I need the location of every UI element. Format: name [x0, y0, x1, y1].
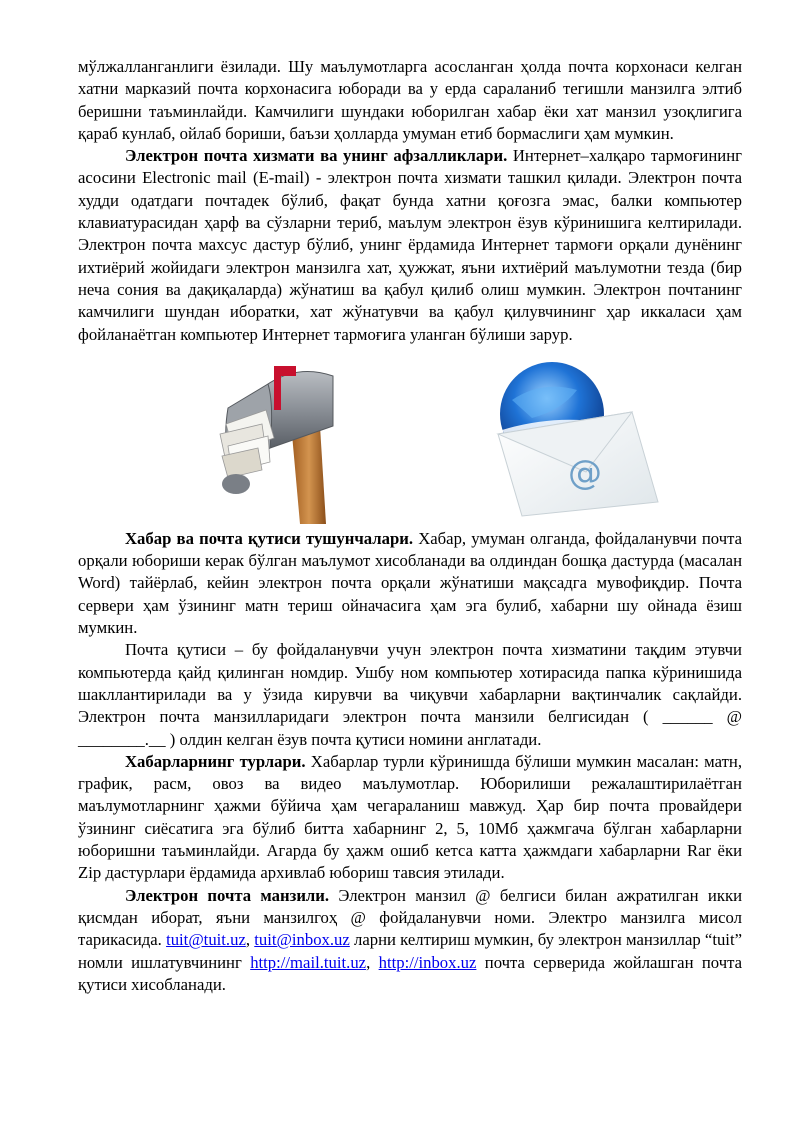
paragraph-mailbox: Почта қутиси – бу фойдаланувчи учун электрон почта хизматини тақдим этувчи компьютерда қайд қилинган номдир. Ушбу ном компьютер хотирасида папка кўринишида шакллантирилади ва у ўзида кирувчи ва чиқувчи хабарларни вақтинчалик сақлайди. Электрон почта манзилларидаги электрон почта манзили белгисидан ( ______ @ ________.__ ) олдин келган ёзув почта қутиси номини англатади.	[78, 640, 742, 749]
at-sign-symbol: @	[568, 452, 602, 493]
url-link-inbox[interactable]: http://inbox.uz	[378, 952, 477, 972]
mailbox-illustration	[208, 364, 388, 524]
separator: ,	[245, 930, 255, 950]
paragraph-email-service	[78, 145, 742, 346]
paragraph-text: Электрон манзил @ белгиси билан ажратилган икки қисмдан иборат, яъни манзилгоҳ @ фойдаланувчи номи. Электро манзилга мисол тарикасида.	[78, 885, 742, 950]
paragraph-intro: мўлжалланганлиги ёзилади. Шу маълумотларга асосланган ҳолда почта корхонаси келган хатни марказий почта корхонасига юборади ва у ерда сараланиб тегишли манзилга элтиб беришни таъминлайди. Камчилиги шундаки юборилган хабар ёки хат манзил узоқлигига қараб кунлаб, ойлаб бориши, баъзи ҳолларда умуман етиб бормаслиги ҳам мумкин.	[78, 57, 742, 143]
globe-envelope-illustration	[482, 360, 672, 520]
section-heading-message-concepts: Хабар ва почта қутиси тушунчалари.	[125, 528, 414, 548]
separator: ,	[366, 952, 379, 972]
section-heading-message-types: Хабарларнинг турлари.	[125, 751, 306, 771]
section-heading-email-service: Электрон почта хизмати ва унинг афзалликлари.	[125, 146, 508, 166]
section-heading-email-address: Электрон почта манзили.	[125, 885, 330, 905]
email-link-inbox[interactable]: tuit@inbox.uz	[254, 930, 350, 950]
paragraph-text: Хабар, умуман олганда, фойдаланувчи почта орқали юбориши керак бўлган маълумот хисобланади ва олдиндан бошқа дастурда (масалан Word) тайёрлаб, кейин электрон почта орқали жўнатиши мақсадга мувофиқдир. Почта сервери ҳам ўзининг матн териш ойначасига ҳам эга булиб, хабарни шу ойнада ёзиш мумкин.	[78, 528, 742, 638]
paragraph-email-address	[78, 885, 742, 996]
illustrations-row	[78, 360, 742, 524]
paragraph-text: почта серверида жойлашган почта қутиси хисобланади.	[78, 952, 742, 994]
paragraph-text: Интернет–халқаро тармоғининг асосини Electronic mail (E-mail) - электрон почта хизмати ташкил қилади. Электрон почта худди одатдаги почтадек бўлиб, фақат бунда хатни қоғозга эмас, балки компьютер клавиатурасидан ҳарф ва сўзларни териб, маълум электрон ёзув кўринишига келтирилади. Электрон почта махсус дастур бўлиб, унинг ёрдамида Интернет тармоғи орқали дунёнинг ихтиёрий жойидаги электрон манзилга хат, ҳужжат, яъни ихтиёрий маълумотни тезда (бир неча сония ва дақиқаларда) жўнатиш ва қабул қилиб олиш мумкин. Электрон почтанинг камчилиги шундан иборатки, хат жўнатувчи ва қабул қилувчининг ҳар иккаласи ҳам фойланаётган компьютер Интернет тармоғига уланган бўлиши зарур.	[78, 146, 742, 344]
url-link-mail-tuit[interactable]: http://mail.tuit.uz	[250, 952, 367, 972]
paragraph-message-concepts	[78, 528, 742, 639]
paragraph-message-types	[78, 751, 742, 885]
paragraph-text: Хабарлар турли кўринишда бўлиши мумкин масалан: матн, график, расм, овоз ва видео маълумотлар. Юборилиши режалаштирилаётган маълумотларнинг ҳажми бўйича ҳам чегараланиш мавжуд. Ҳар бир почта провайдери ўзининг сиёсатига эга бўлиб битта хабарнинг 2, 5, 10Мб ҳажмгача бўлган хабарларни юборишни таъминлайди. Агарда бу ҳажм ошиб кетса катта ҳажмдаги хабарларни Rar ёки Zip дастурлари ёрдамида архивлаб юбориш тавсия этилади.	[78, 751, 742, 883]
document-page	[78, 56, 742, 996]
paragraph-text: ларни келтириш мумкин, бу электрон манзиллар “tuit” номли ишлатувчининг	[78, 930, 742, 972]
email-link-tuit[interactable]: tuit@tuit.uz	[166, 930, 246, 950]
